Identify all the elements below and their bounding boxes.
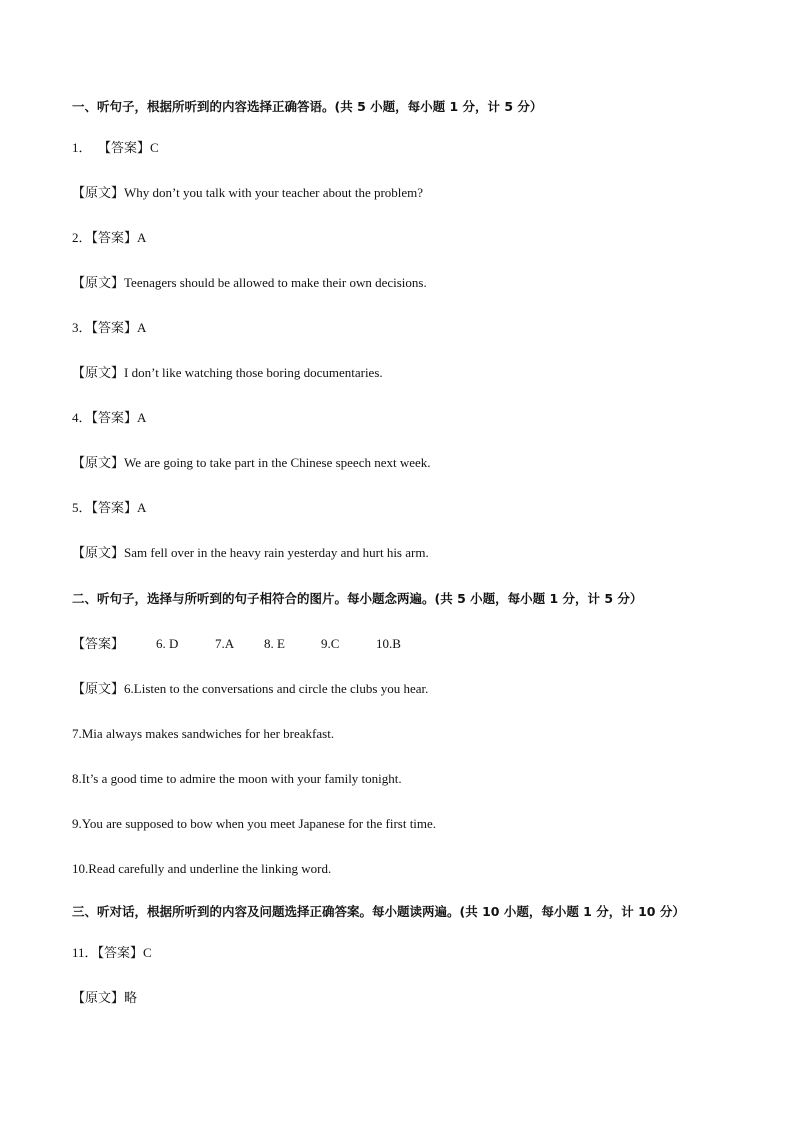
source-line-1 (72, 184, 423, 202)
answer-tag: 【答案】 (91, 500, 138, 515)
source-line-11 (72, 989, 137, 1007)
source-text: 6.Listen to the conversations and circle the clubs you hear. (124, 681, 429, 696)
source-tag: 【原文】 (72, 455, 125, 470)
source-line-6 (72, 680, 428, 698)
question-number: 11． (72, 945, 98, 960)
question-number: 5． (72, 500, 92, 515)
source-tag: 【原文】 (72, 990, 125, 1005)
answer-line-5 (72, 499, 146, 517)
section-2-heading: 二、听句子，选择与所听到的句子相符合的图片。每小题念两遍。(共 5 小题，每小题 1 分，计 5 分） (72, 591, 643, 606)
source-text: I don’t like watching those boring documentaries. (124, 365, 383, 380)
answer-8: 8. E (264, 636, 285, 651)
answer-tag: 【答案】 (97, 945, 144, 960)
answer-tag: 【答案】 (91, 230, 138, 245)
answer-9: 9.C (321, 636, 340, 651)
source-line-5 (72, 544, 429, 562)
answer-line-11 (72, 944, 152, 962)
answer-value: A (137, 230, 147, 245)
source-text: Why don’t you talk with your teacher about the problem? (124, 185, 424, 200)
answer-line-3 (72, 319, 146, 337)
section-1-heading: 一、听句子，根据所听到的内容选择正确答语。(共 5 小题，每小题 1 分，计 5 分） (72, 99, 543, 114)
answers-row (72, 635, 401, 653)
answer-value: A (137, 320, 147, 335)
answer-value: A (137, 500, 147, 515)
question-number: 2． (72, 230, 92, 245)
question-number: 3． (72, 320, 92, 335)
answer-value: A (137, 410, 147, 425)
answer-line-1 (72, 139, 159, 157)
answer-tag: 【答案】 (91, 410, 138, 425)
source-text: Teenagers should be allowed to make their own decisions. (124, 275, 427, 290)
answer-tag: 【答案】 (98, 140, 151, 155)
source-line-8: 8.It’s a good time to admire the moon with your family tonight. (72, 771, 402, 786)
source-line-3 (72, 364, 383, 382)
source-line-10: 10.Read carefully and underline the linking word. (72, 861, 332, 876)
source-text: We are going to take part in the Chinese speech next week. (124, 455, 431, 470)
source-text: 略 (124, 990, 138, 1005)
question-number: 1． (72, 140, 92, 155)
answer-value: C (150, 140, 159, 155)
source-line-9: 9.You are supposed to bow when you meet Japanese for the first time. (72, 816, 437, 831)
section-3-heading: 三、听对话，根据所听到的内容及问题选择正确答案。每小题读两遍。(共 10 小题，每小题 1 分，计 10 分） (72, 904, 685, 919)
source-line-4 (72, 454, 431, 472)
answer-6: 6. D (156, 636, 179, 651)
answer-tag: 【答案】 (91, 320, 138, 335)
source-line-2 (72, 274, 427, 292)
question-number: 4． (72, 410, 92, 425)
answer-7: 7.A (215, 636, 235, 651)
answer-tag: 【答案】 (72, 636, 125, 651)
answer-line-4 (72, 409, 146, 427)
source-tag: 【原文】 (72, 681, 125, 696)
answer-10: 10.B (376, 636, 401, 651)
answer-value: C (143, 945, 152, 960)
source-text: Sam fell over in the heavy rain yesterday and hurt his arm. (124, 545, 429, 560)
source-tag: 【原文】 (72, 545, 125, 560)
source-tag: 【原文】 (72, 275, 125, 290)
source-line-7: 7.Mia always makes sandwiches for her breakfast. (72, 726, 335, 741)
source-tag: 【原文】 (72, 185, 125, 200)
answer-line-2 (72, 229, 146, 247)
source-tag: 【原文】 (72, 365, 125, 380)
